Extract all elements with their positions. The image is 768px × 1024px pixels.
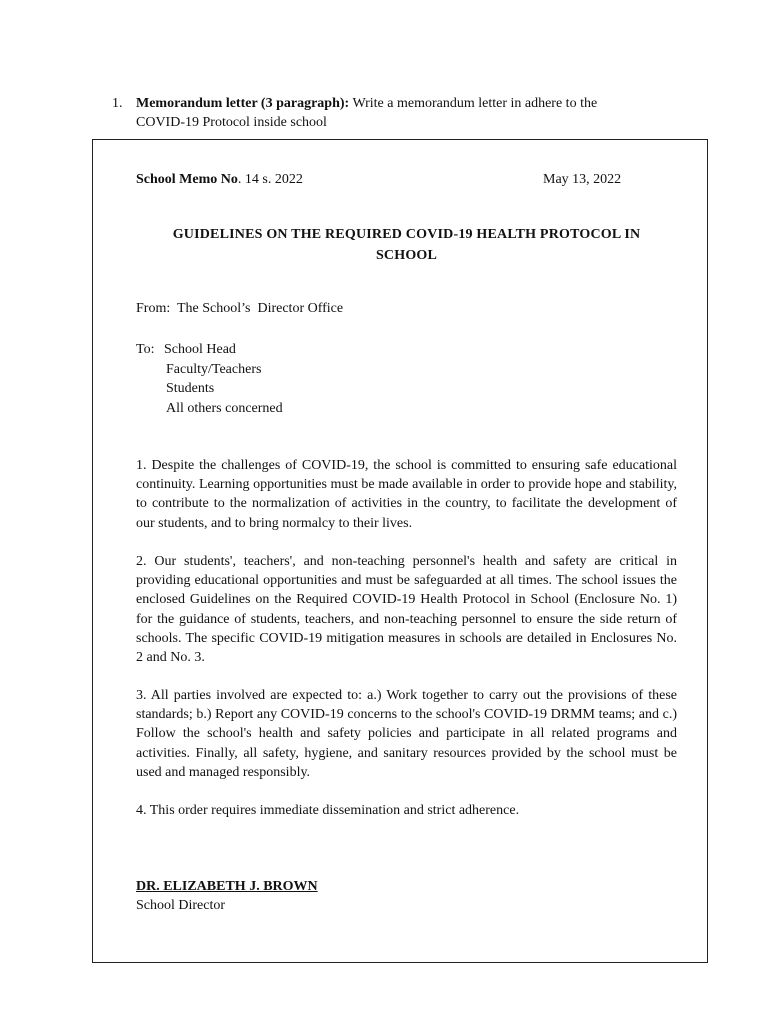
memo-paragraph-1: 1. Despite the challenges of COVID-19, the school is committed to ensuring safe educational continuity. Learning opportunities must be made available in order to provide hope and stability, to contribute to the normalization of activities in the country, to facilitate the development of our students, and to bring normalcy to their lives. [136,458,677,531]
signatory-title: School Director [136,898,226,913]
memo-paragraph-3: 3. All parties involved are expected to: a.) Work together to carry out the provisions of these standards; b.) Report any COVID-19 concerns to the school's COVID-19 DRMM teams; and c.) Follow the school's health and safety policies and participate in all related programs and activities. Finally, all safety, hygiene, and sanitary resources provided by the school must be used and managed responsibly. [136,688,677,780]
memo-from: From: The School’s Director Office [136,301,344,316]
memo-to-line [136,340,283,360]
instruction-text-line2: COVID-19 Protocol inside school [136,115,327,130]
memo-box [92,139,708,963]
memo-number [136,172,303,188]
memo-paragraph-2: 2. Our students', teachers', and non-teaching personnel's health and safety are critical in providing educational opportunities and must be safeguarded at all times. The school issues the enclosed Guidelines on the Required COVID-19 Health Protocol in School (Enclosure No. 1) for the guidance of students, teachers, and non-teaching personnel to ensure the side return of schools. The specific COVID-19 mitigation measures in schools are detailed in Enclosures No. 2 and No. 3. [136,554,677,666]
recipient-item: All others concerned [166,400,283,416]
assignment-instruction [112,94,672,132]
memo-date: May 13, 2022 [543,172,622,187]
memo-to-block [136,340,283,418]
memo-number-label: School Memo No [136,172,238,187]
memo-title-line2: SCHOOL [375,248,438,263]
memo-title [136,224,677,266]
instruction-heading: Memorandum letter (3 paragraph): [136,96,350,111]
recipient-item: Students [166,381,215,396]
recipient-item: Faculty/Teachers [166,361,262,377]
memo-number-value: . 14 s. 2022 [237,172,303,187]
instruction-text-line1: Write a memorandum letter in adhere to the [349,96,598,111]
instruction-number: 1. [112,96,123,111]
signatory-name: DR. ELIZABETH J. BROWN [136,879,318,894]
memo-paragraph-4: 4. This order requires immediate dissemination and strict adherence. [136,803,520,818]
memo-title-line1: GUIDELINES ON THE REQUIRED COVID-19 HEALTH PROTOCOL IN [172,227,641,242]
instruction-text [136,94,672,132]
memo-to-label: To: [136,342,155,357]
recipient-item: School Head [164,342,236,357]
